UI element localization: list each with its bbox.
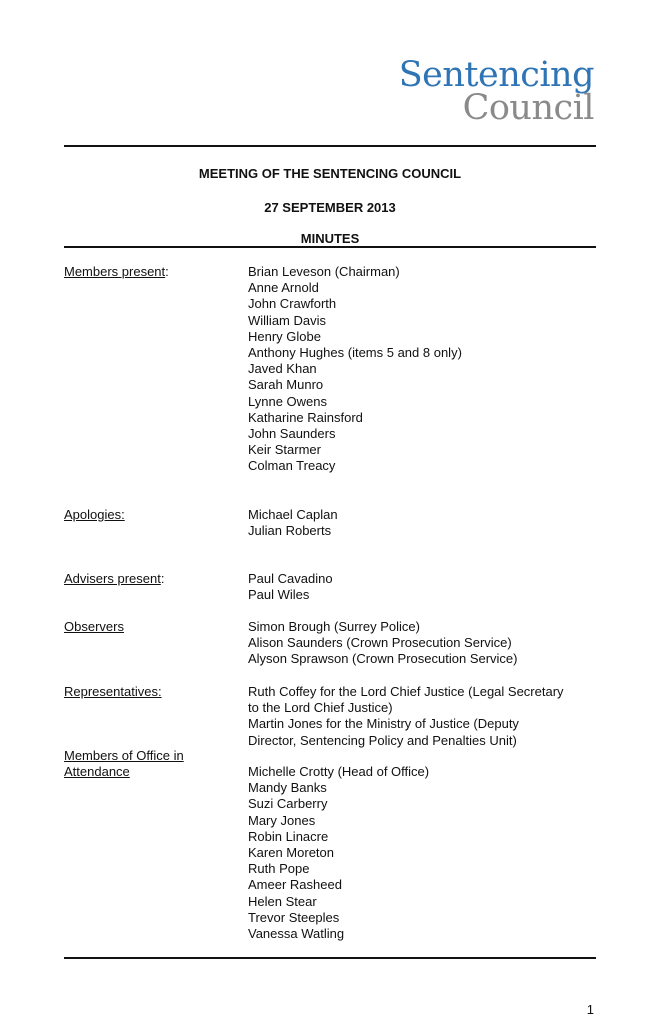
top-divider — [64, 145, 596, 147]
list-item: Mary Jones — [248, 812, 316, 828]
list-item: Paul Cavadino — [248, 571, 333, 586]
apologies-label: Apologies: — [64, 507, 125, 522]
office-attendance-list — [248, 764, 604, 942]
list-item: Brian Leveson (Chairman) — [248, 264, 400, 279]
meeting-date: 27 SEPTEMBER 2013 — [264, 200, 396, 215]
list-item: Alison Saunders (Crown Prosecution Service) — [248, 635, 512, 651]
list-item: Vanessa Watling — [248, 926, 345, 942]
list-item: Simon Brough (Surrey Police) — [248, 619, 420, 634]
list-item: Ameer Rasheed — [248, 877, 342, 893]
list-item: Anthony Hughes (items 5 and 8 only) — [248, 345, 462, 361]
list-item: Ruth Pope — [248, 861, 310, 877]
advisers-present-list — [248, 571, 604, 603]
list-item: Robin Linacre — [248, 828, 329, 844]
observers-label: Observers — [64, 619, 124, 634]
list-item: John Crawforth — [248, 296, 337, 312]
list-item: Anne Arnold — [248, 280, 319, 296]
list-item: Trevor Steeples — [248, 909, 340, 925]
representatives-label: Representatives: — [64, 684, 162, 699]
header-divider — [64, 246, 596, 248]
list-item: Ruth Coffey for the Lord Chief Justice (Legal Secretary — [248, 684, 564, 699]
members-present-list — [248, 264, 604, 475]
list-item: Henry Globe — [248, 328, 321, 344]
office-attendance-label: Members of Office in Attendance — [64, 748, 184, 780]
list-item: Suzi Carberry — [248, 796, 328, 812]
list-item: Paul Wiles — [248, 587, 310, 603]
logo-line-1: Sentencing — [398, 55, 594, 95]
list-item: Martin Jones for the Ministry of Justice (Deputy — [248, 716, 519, 732]
observers-list — [248, 619, 604, 668]
list-item: Javed Khan — [248, 361, 317, 377]
page-number: 1 — [586, 1002, 594, 1017]
list-item: Karen Moreton — [248, 845, 334, 861]
document-title: MEETING OF THE SENTENCING COUNCIL — [198, 166, 462, 181]
minutes-heading: MINUTES — [300, 231, 360, 246]
list-item: to the Lord Chief Justice) — [248, 700, 393, 716]
advisers-present-label: Advisers present: — [64, 571, 165, 586]
list-item: Helen Stear — [248, 893, 317, 909]
list-item: Michelle Crotty (Head of Office) — [248, 764, 430, 779]
list-item: Mandy Banks — [248, 780, 327, 796]
list-item: John Saunders — [248, 426, 336, 442]
list-item: Lynne Owens — [248, 393, 328, 409]
bottom-divider — [64, 957, 596, 959]
apologies-list — [248, 507, 604, 539]
logo-line-2: Council — [462, 88, 594, 128]
members-present-label: Members present: — [64, 264, 169, 279]
list-item: Julian Roberts — [248, 523, 332, 539]
list-item: Director, Sentencing Policy and Penalties Unit) — [248, 732, 517, 748]
list-item: Michael Caplan — [248, 507, 338, 522]
representatives-list — [248, 684, 604, 749]
list-item: Alyson Sprawson (Crown Prosecution Service) — [248, 651, 518, 667]
sentencing-council-logo — [398, 55, 594, 128]
list-item: Colman Treacy — [248, 458, 336, 474]
list-item: William Davis — [248, 312, 326, 328]
list-item: Katharine Rainsford — [248, 409, 363, 425]
list-item: Sarah Munro — [248, 377, 324, 393]
list-item: Keir Starmer — [248, 442, 321, 458]
